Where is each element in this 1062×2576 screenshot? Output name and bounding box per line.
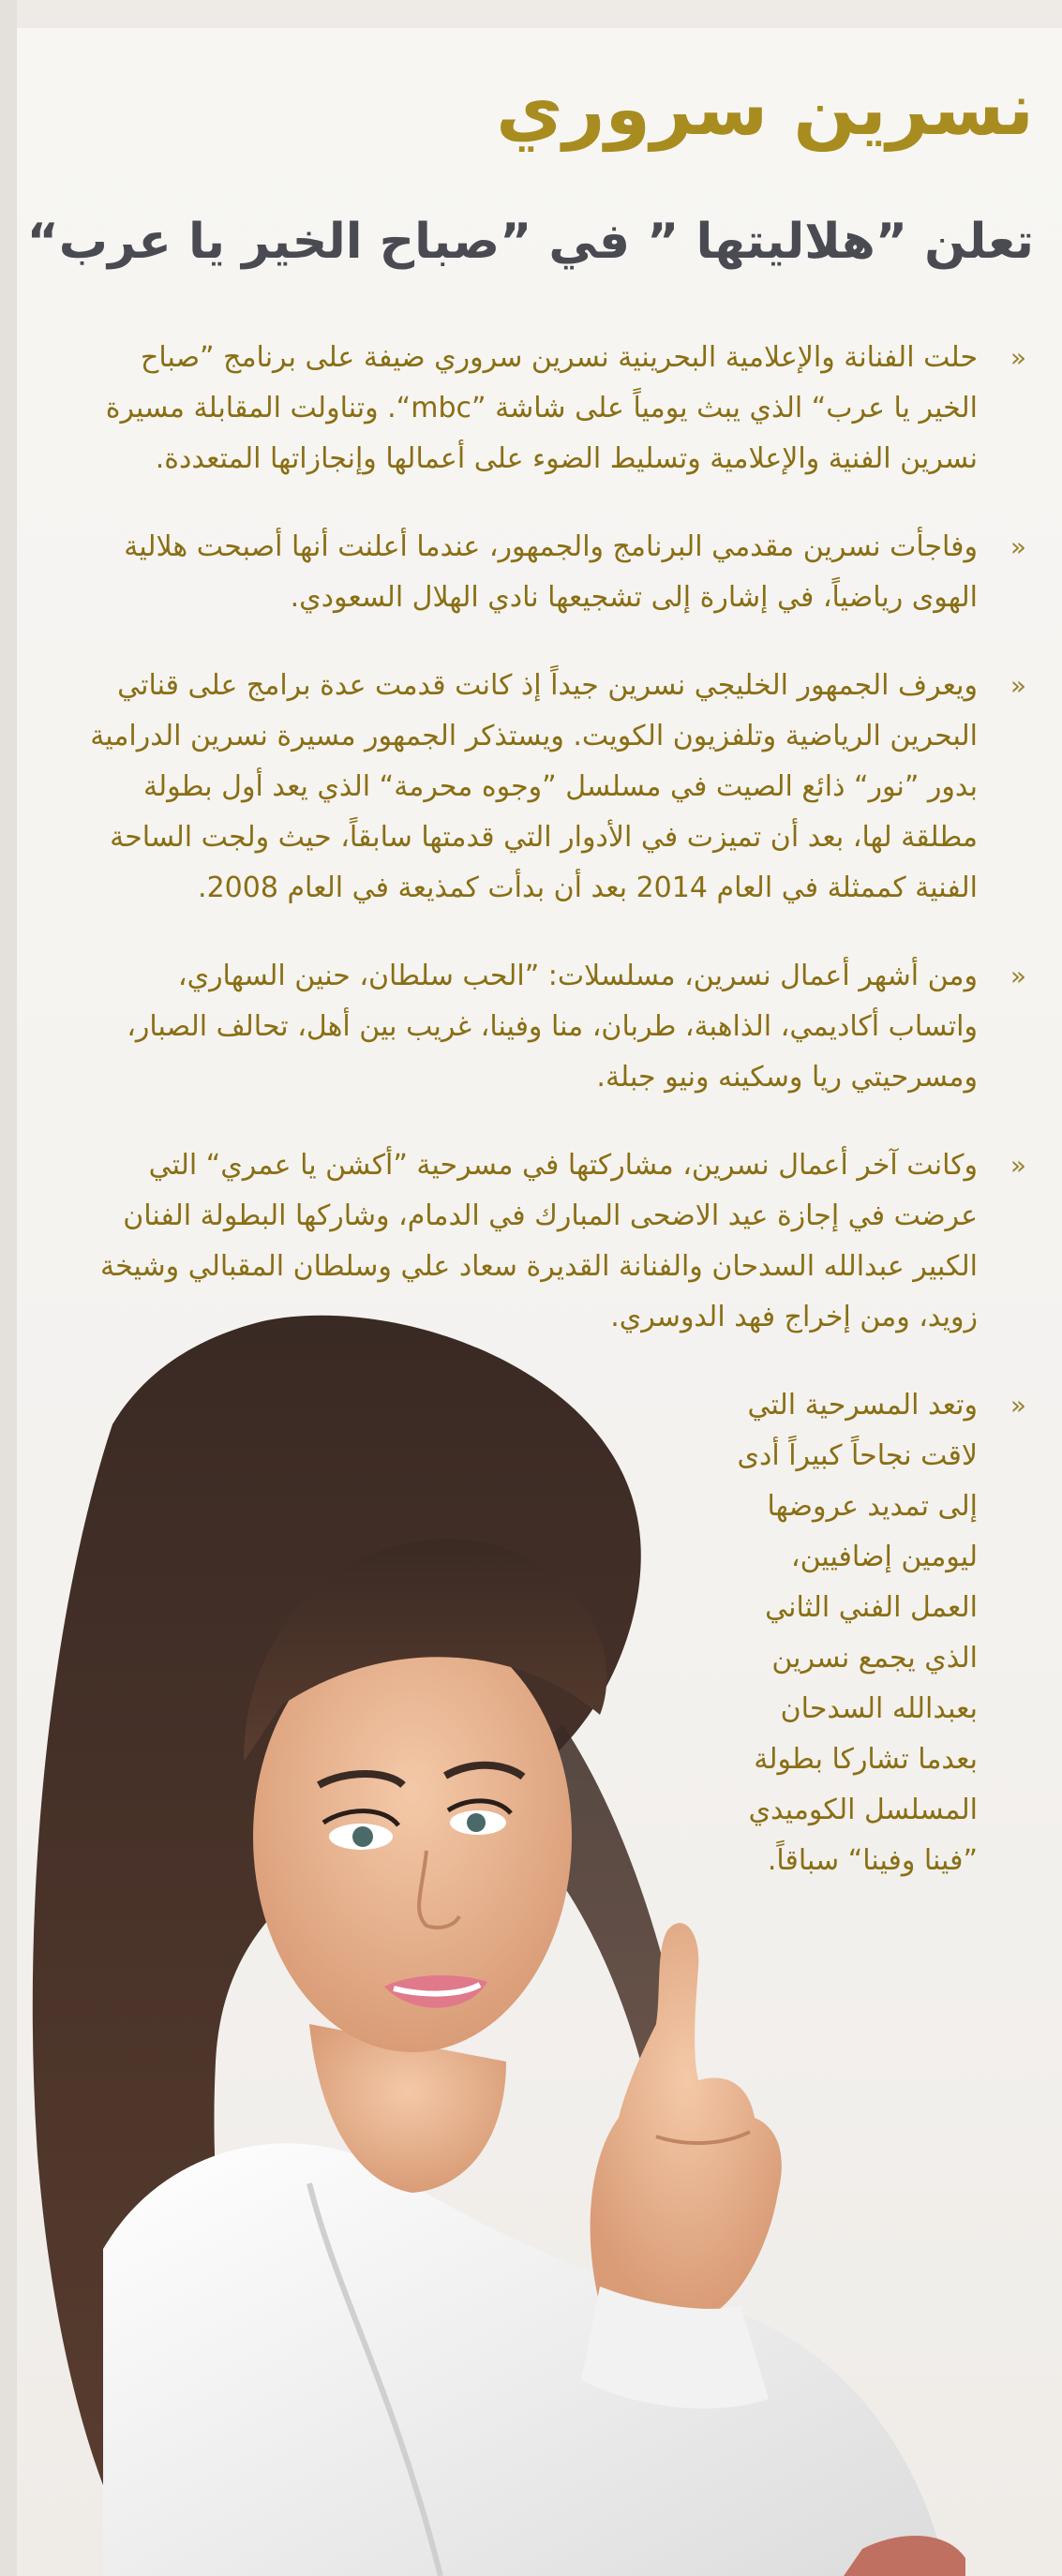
paragraph-text: وفاجأت نسرين مقدمي البرنامج والجمهور، عندما أعلنت أنها أصبحت هلالية الهوى رياضياً، في إشارة إلى تشجيعها نادي الهلال السعودي. bbox=[124, 530, 978, 614]
article-title: نسرين سروري bbox=[496, 67, 1034, 152]
article-body bbox=[89, 333, 1026, 1924]
paragraph-5 bbox=[89, 1140, 1026, 1343]
paragraph-text: ويعرف الجمهور الخليجي نسرين جيداً إذ كانت قدمت عدة برامج على قناتي البحرين الرياضية وتلفزيون الكويت. ويستذكر الجمهور مسيرة نسرين الدرامية بدور ”نور“ ذائع الصيت في مسلسل ”وجوه محرمة“ الذي يعد أول بطولة مطلقة لها، بعد أن تميزت في الأدوار التي قدمتها سابقاً، حيث ولجت الساحة الفنية كممثلة في العام 2014 بعد أن بدأت كمذيعة في العام 2008. bbox=[90, 669, 978, 904]
paragraph-text: وتعد المسرحية التي لاقت نجاحاً كبيراً أدى إلى تمديد عروضها ليومين إضافيين، العمل الفني الثاني الذي يجمع نسرين بعبدالله السدحان بعدما تشاركا بطولة المسلسل الكوميدي ”فينا وفينا“ سباقاً. bbox=[737, 1389, 978, 1877]
bullet-icon: « bbox=[1010, 1390, 1026, 1421]
article-subtitle: تعلن ”هلاليتها ” في ”صباح الخير يا عرب“ bbox=[26, 214, 1034, 270]
bullet-icon: « bbox=[1010, 531, 1026, 562]
paragraph-3 bbox=[89, 661, 1026, 914]
paragraph-4 bbox=[89, 951, 1026, 1103]
paragraph-1 bbox=[89, 333, 1026, 484]
bullet-icon: « bbox=[1010, 960, 1026, 991]
paragraph-6 bbox=[89, 1380, 1026, 1886]
paragraph-text: حلت الفنانة والإعلامية البحرينية نسرين سروري ضيفة على برنامج ”صباح الخير يا عرب“ الذي يبث يومياً على شاشة ”mbc“. وتناولت المقابلة مسيرة نسرين الفنية والإعلامية وتسليط الضوء على أعمالها وإنجازاتها المتعددة. bbox=[105, 341, 978, 475]
bullet-icon: « bbox=[1010, 342, 1026, 373]
top-margin bbox=[0, 0, 1062, 28]
bullet-icon: « bbox=[1010, 670, 1026, 701]
paragraph-2 bbox=[89, 522, 1026, 623]
paragraph-text: وكانت آخر أعمال نسرين، مشاركتها في مسرحية ”أكشن يا عمري“ التي عرضت في إجازة عيد الاضحى المبارك في الدمام، وشاركها البطولة الفنان الكبير عبدالله السدحان والفنانة القديرة سعاد علي وسلطان المقبالي وشيخة زويد، ومن إخراج فهد الدوسري. bbox=[100, 1149, 978, 1333]
paragraph-text: ومن أشهر أعمال نسرين، مسلسلات: ”الحب سلطان، حنين السهاري، واتساب أكاديمي، الذاهبة، طربان، منا وفينا، غريب بين أهل، تحالف الصبار، ومسرحيتي ريا وسكينه ونيو جبلة. bbox=[127, 960, 978, 1094]
bullet-icon: « bbox=[1010, 1150, 1026, 1181]
